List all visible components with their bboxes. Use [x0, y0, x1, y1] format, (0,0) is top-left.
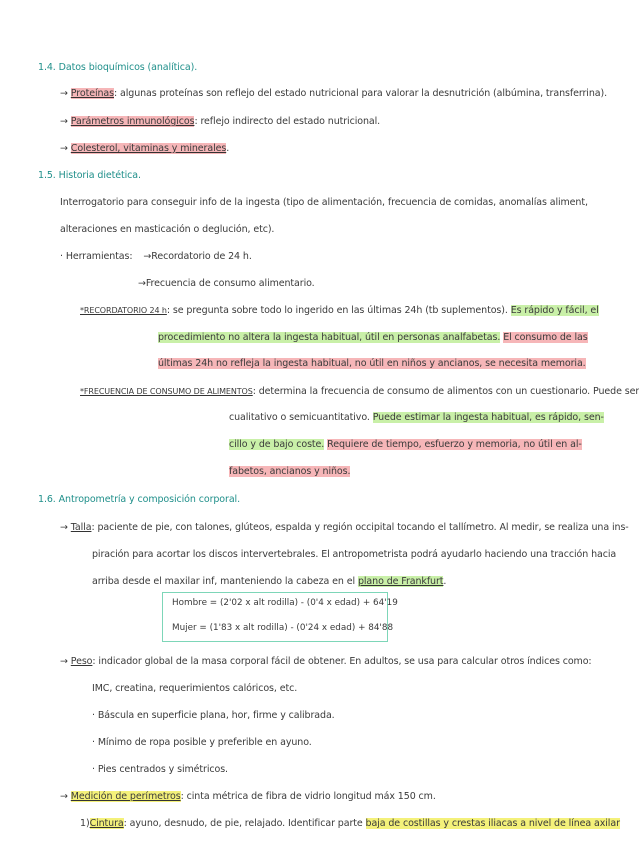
- cintura-line: 1)Cintura: ayuno, desnudo, de pie, relajado. Identificar parte baja de costillas y crestas iliacas a nivel de línea axilar: [80, 818, 620, 829]
- tool-frecuencia-line: [138, 278, 315, 289]
- tools-line: [60, 251, 252, 262]
- arrow-icon: →: [60, 143, 68, 154]
- formula-mujer: Mujer = (1'83 x alt rodilla) - (0'24 x edad) + 84'88: [172, 623, 394, 633]
- arrow-icon: →: [138, 278, 146, 289]
- perimetros-line: → Medición de perímetros: cinta métrica de fibra de vidrio longitud máx 150 cm.: [60, 791, 436, 802]
- arrow-icon: →: [60, 522, 68, 533]
- recordatorio-cons-1: El consumo de las: [503, 332, 588, 343]
- peso-bullet-2: · Mínimo de ropa posible y preferible en ayuno.: [92, 737, 312, 748]
- recordatorio-cons-2: últimas 24h no refleja la ingesta habitual, no útil en niños y ancianos, se necesita memoria.: [158, 358, 586, 369]
- arrow-icon: →: [60, 88, 68, 99]
- frecuencia-line-1: *FRECUENCIA DE CONSUMO DE ALIMENTOS: determina la frecuencia de consumo de alimentos con un cuestionario. Puede ser: [80, 386, 639, 397]
- arrow-icon: →: [60, 791, 68, 802]
- frecuencia-pros-1: Puede estimar la ingesta habitual, es rápido, sen-: [372, 412, 604, 423]
- term-peso: Peso: [70, 656, 93, 667]
- recordatorio-line-3: [158, 358, 586, 369]
- talla-line-2: piración para acortar los discos intervertebrales. El antropometrista podrá ayudarlo haciendo una tracción hacia: [92, 549, 617, 560]
- section-1-6-title: 1.6. Antropometría y composición corporal.: [38, 494, 241, 505]
- term-parametros: Parámetros inmunológicos: [70, 116, 195, 127]
- plano-frankfurt: plano de Frankfurt: [357, 576, 444, 587]
- section-1-4-title: 1.4. Datos bioquímicos (analítica).: [38, 62, 198, 73]
- item-colesterol: → Colesterol, vitaminas y minerales.: [60, 143, 230, 154]
- item-parametros-inmunologicos: → Parámetros inmunológicos: reflejo indirecto del estado nutricional.: [60, 116, 381, 127]
- formula-hombre: Hombre = (2'02 x alt rodilla) - (0'4 x edad) + 64'19: [172, 598, 398, 608]
- arrow-icon: →: [60, 116, 68, 127]
- talla-line-1: → Talla: paciente de pie, con talones, glúteos, espalda y región occipital tocando el tallímetro. Al medir, se realiza una ins-: [60, 522, 629, 533]
- tool-frecuencia: Frecuencia de consumo alimentario.: [145, 278, 315, 289]
- term-cintura: Cintura: [89, 818, 124, 829]
- frecuencia-pros-2: cillo y de bajo coste.: [229, 439, 325, 450]
- frecuencia-line-4: [229, 466, 350, 477]
- section-1-5-title: 1.5. Historia dietética.: [38, 170, 141, 181]
- term-perimetros: Medición de perímetros: [70, 791, 181, 802]
- tools-label: · Herramientas:: [60, 251, 133, 262]
- cintura-highlight: baja de costillas y crestas iliacas a nivel de línea axilar: [365, 818, 620, 829]
- frecuencia-label: *FRECUENCIA DE CONSUMO DE ALIMENTOS: [80, 387, 253, 396]
- talla-line-3: arriba desde el maxilar inf, manteniendo la cabeza en el plano de Frankfurt.: [92, 576, 447, 587]
- tool-recordatorio: Recordatorio de 24 h.: [151, 251, 252, 262]
- arrow-icon: →: [143, 251, 152, 262]
- formula-box: [162, 592, 398, 642]
- arrow-icon: →: [60, 656, 68, 667]
- frecuencia-cons-2: fabetos, ancianos y niños.: [229, 466, 351, 477]
- peso-line-1: → Peso: indicador global de la masa corporal fácil de obtener. En adultos, se usa para calcular otros índices como:: [60, 656, 592, 667]
- item-proteinas: → Proteínas: algunas proteínas son reflejo del estado nutricional para valorar la desnutrición (albúmina, transferrina).: [60, 88, 607, 99]
- term-proteinas: Proteínas: [70, 88, 114, 99]
- frecuencia-cons-1: Requiere de tiempo, esfuerzo y memoria, no útil en al-: [327, 439, 582, 450]
- paragraph-historia-2: alteraciones en masticación o deglución, etc).: [60, 224, 275, 235]
- peso-bullet-1: · Báscula en superficie plana, hor, firme y calibrada.: [92, 710, 335, 721]
- frecuencia-line-2: cualitativo o semicuantitativo. Puede estimar la ingesta habitual, es rápido, sen-: [229, 412, 604, 423]
- term-colesterol: Colesterol, vitaminas y minerales: [70, 143, 227, 154]
- term-talla: Talla: [70, 522, 92, 533]
- peso-bullet-3: · Pies centrados y simétricos.: [92, 764, 228, 775]
- paragraph-historia-1: Interrogatorio para conseguir info de la ingesta (tipo de alimentación, frecuencia de comidas, anomalías aliment,: [60, 197, 588, 208]
- peso-line-2: IMC, creatina, requerimientos calóricos, etc.: [92, 683, 298, 694]
- recordatorio-label: *RECORDATORIO 24 h: [80, 306, 167, 315]
- recordatorio-line-2: [158, 332, 588, 343]
- recordatorio-line-1: *RECORDATORIO 24 h: se pregunta sobre todo lo ingerido en las últimas 24h (tb suplementos). Es rápido y fácil, el: [80, 305, 599, 316]
- recordatorio-pros-1: Es rápido y fácil, el: [510, 305, 599, 316]
- frecuencia-line-3: [229, 439, 582, 450]
- recordatorio-pros-2: procedimiento no altera la ingesta habitual, útil en personas analfabetas.: [158, 332, 501, 343]
